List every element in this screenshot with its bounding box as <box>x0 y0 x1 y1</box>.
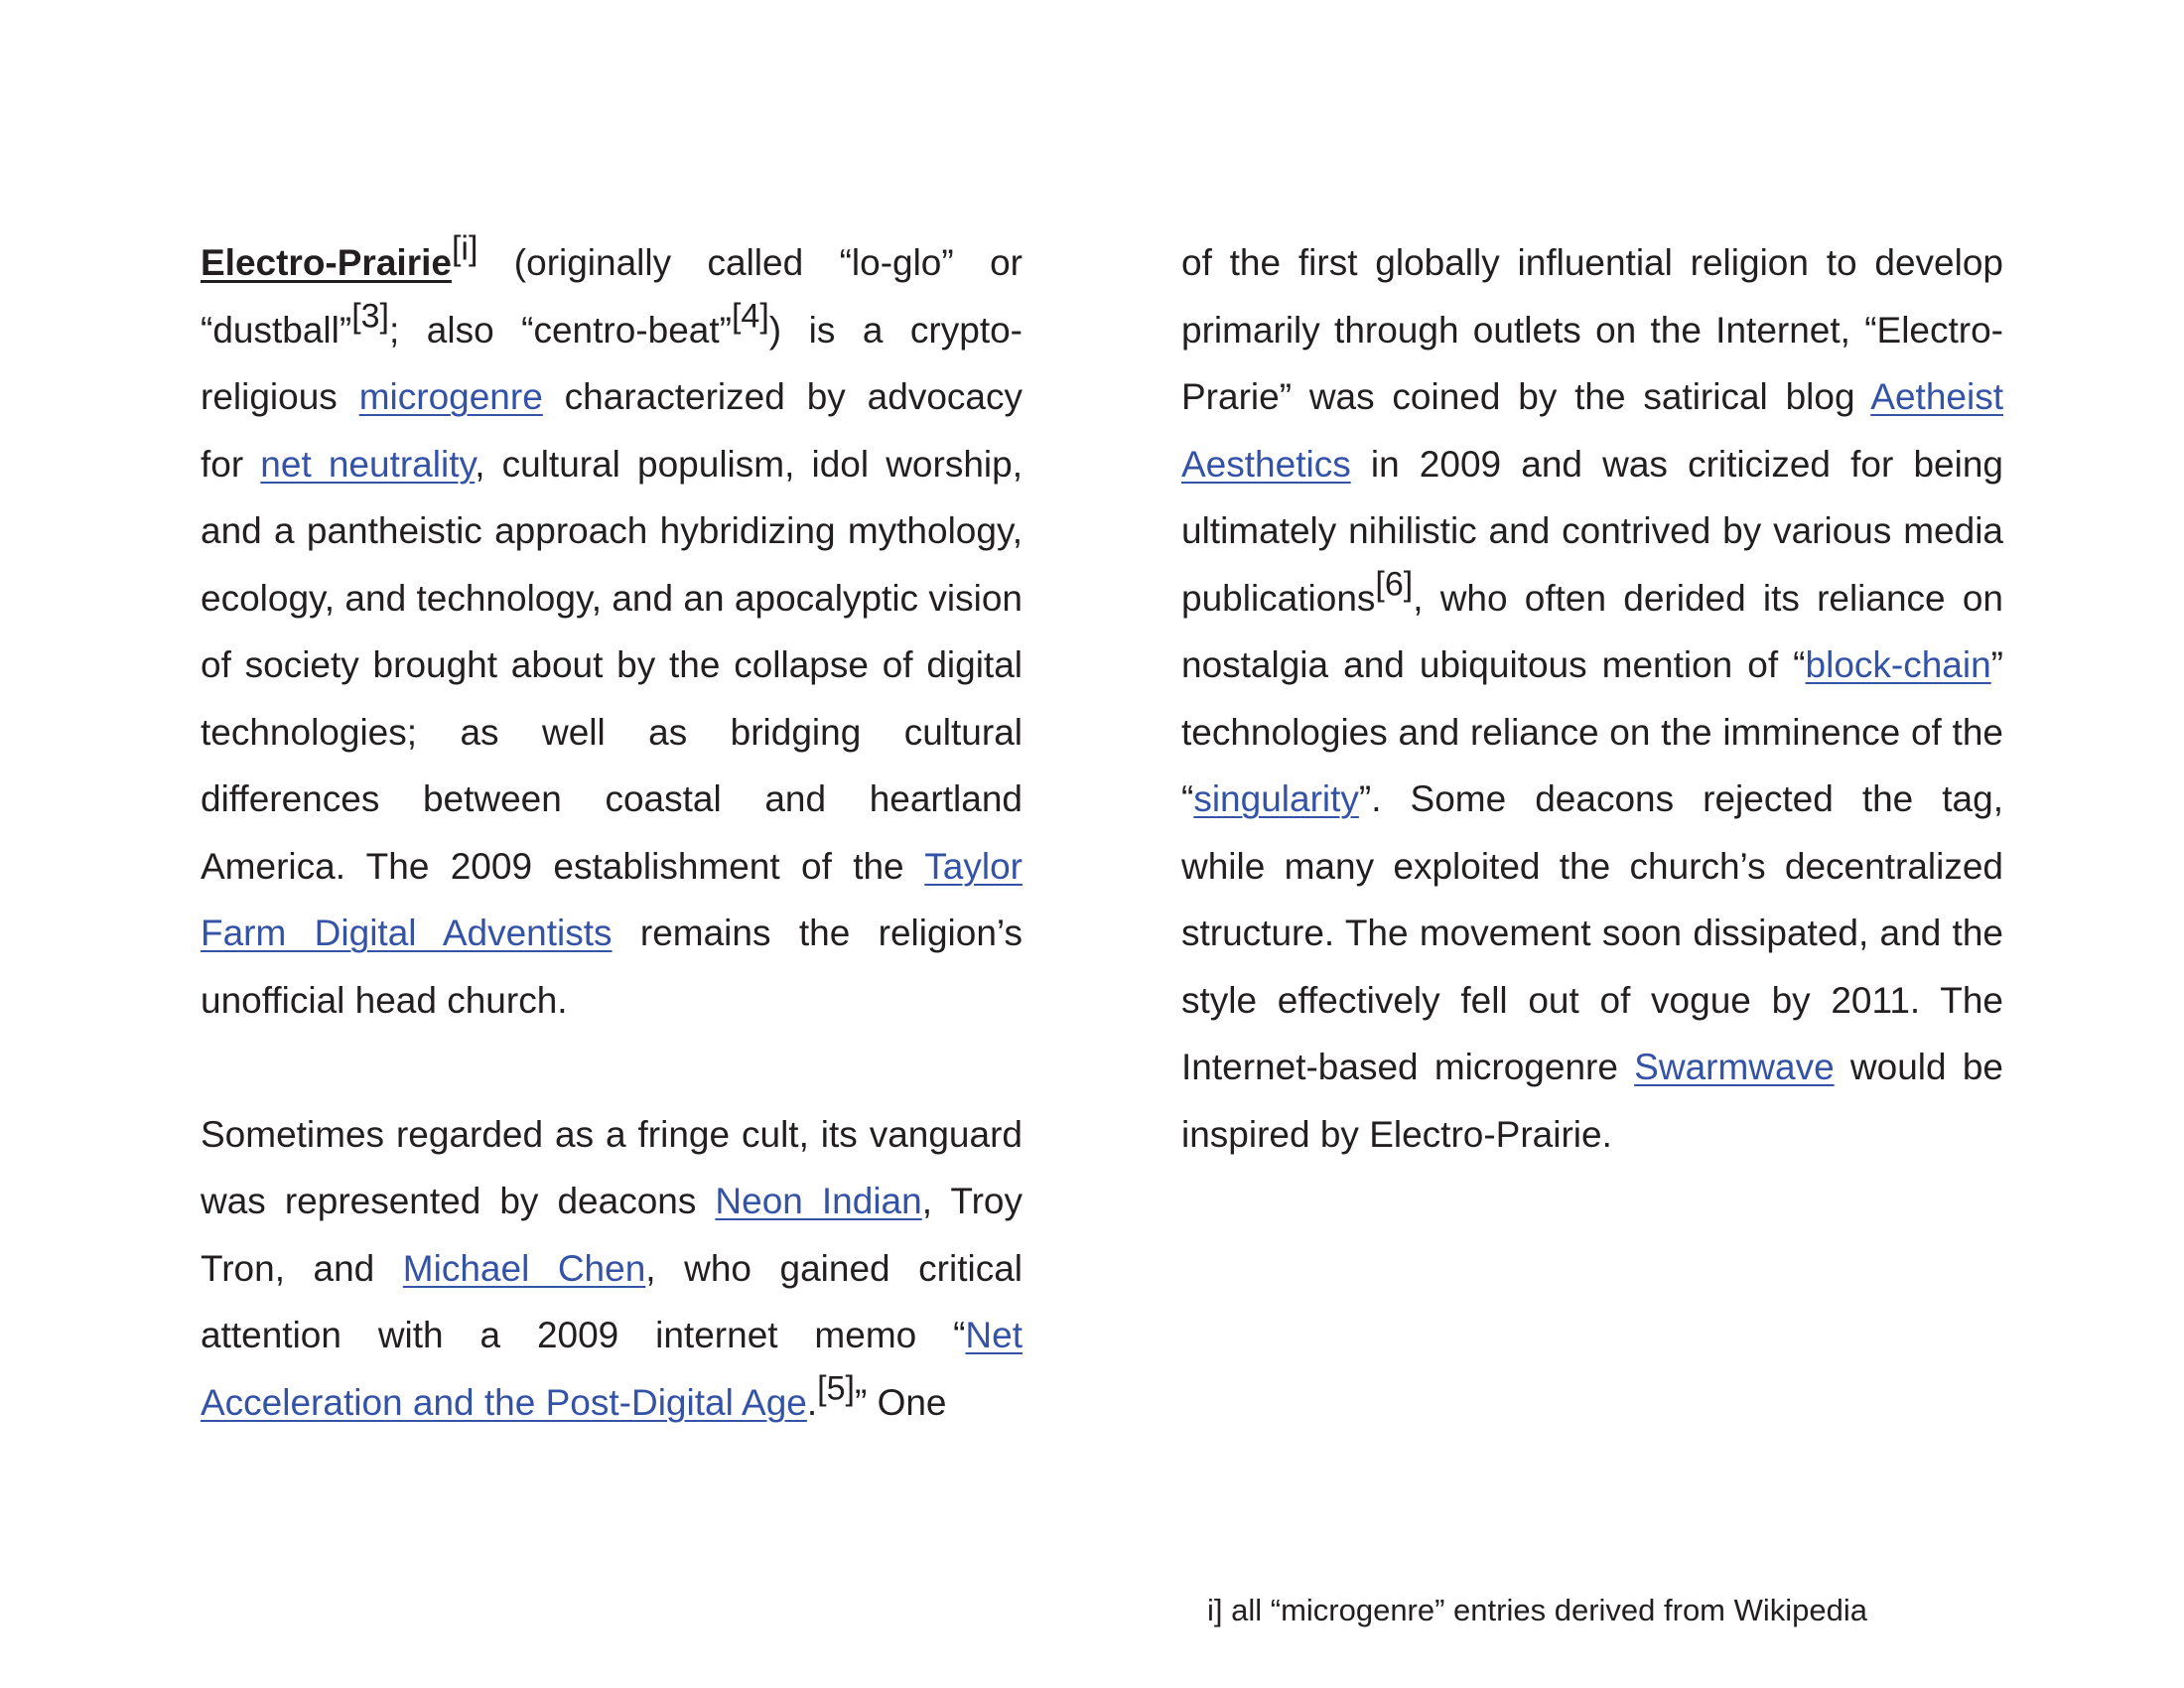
vanguard-paragraph <box>201 1101 1023 1437</box>
citation-5[interactable]: [5] <box>817 1369 855 1408</box>
text-run: (originally called “lo-glo” or “dustball” <box>201 242 1023 351</box>
text-run: of the first globally influential religion to develop primarily through outlets on the Internet, “Electro-Prarie” was coined by the satirical blog <box>1181 242 2003 417</box>
page-footnote: i] all “microgenre” entries derived from Wikipedia <box>1207 1593 1868 1627</box>
text-run: , cultural populism, idol worship, and a pantheistic approach hybridizing mythology, ecology, and technology, and an apocalyptic vision of society brought about by the collapse of digital technologies; as well as bridging cultural differences between coastal and heartland America. The 2009 establishment of the <box>201 443 1023 887</box>
text-run: , who gained critical attention with a 2009 internet memo “ <box>201 1247 1023 1355</box>
text-run: ; also “centro-beat” <box>389 309 732 351</box>
link-microgenre[interactable]: microgenre <box>358 376 543 417</box>
citation-4[interactable]: [4] <box>731 297 769 336</box>
link-swarmwave[interactable]: Swarmwave <box>1634 1047 1835 1087</box>
link-neon-indian[interactable]: Neon Indian <box>715 1181 922 1221</box>
text-run: ) is a crypto-religious <box>201 309 1023 417</box>
text-run: . <box>806 1381 818 1423</box>
link-net-acceleration-memo[interactable]: Net Acceleration and the Post-Digital Age <box>201 1315 1023 1423</box>
left-column <box>201 229 1023 1436</box>
text-run: , who often derided its reliance on nostalgia and ubiquitous mention of “ <box>1181 577 2003 685</box>
link-michael-chen[interactable]: Michael Chen <box>402 1247 646 1289</box>
link-aetheist-aesthetics[interactable]: Aetheist Aesthetics <box>1181 376 2003 485</box>
text-run: remains the religion’s unofficial head church. <box>201 913 1023 1021</box>
text-run: ” technologies and reliance on the imminence of the “ <box>1181 644 2003 819</box>
citation-6[interactable]: [6] <box>1375 565 1414 604</box>
text-run: ”. Some deacons rejected the tag, while many exploited the church’s decentralized structure. The movement soon dissipated, and the style effectively fell out of vogue by 2011. The Internet-based microgenre <box>1181 778 2003 1087</box>
text-run: Sometimes regarded as a fringe cult, its vanguard was represented by deacons <box>201 1113 1023 1221</box>
link-block-chain[interactable]: block-chain <box>1805 644 1991 685</box>
citation-3[interactable]: [3] <box>351 297 389 336</box>
link-singularity[interactable]: singularity <box>1193 778 1359 819</box>
footnote-ref-i[interactable]: [i] <box>451 229 478 268</box>
link-taylor-farm-digital-adventists[interactable]: Taylor Farm Digital Adventists <box>201 845 1023 953</box>
article-term: Electro-Prairie <box>201 242 452 283</box>
text-run: in 2009 and was criticized for being ultimately nihilistic and contrived by various media publications <box>1181 443 2003 619</box>
right-column <box>1181 229 2003 1168</box>
link-net-neutrality[interactable]: net neutrality <box>260 443 476 485</box>
text-run: would be inspired by Electro-Prairie. <box>1181 1047 2003 1155</box>
text-run: ” One <box>854 1381 947 1423</box>
continuation-paragraph <box>1181 229 2003 1168</box>
text-run: , Troy Tron, and <box>201 1181 1023 1289</box>
text-run: characterized by advocacy for <box>201 376 1023 485</box>
intro-paragraph <box>201 229 1023 1034</box>
